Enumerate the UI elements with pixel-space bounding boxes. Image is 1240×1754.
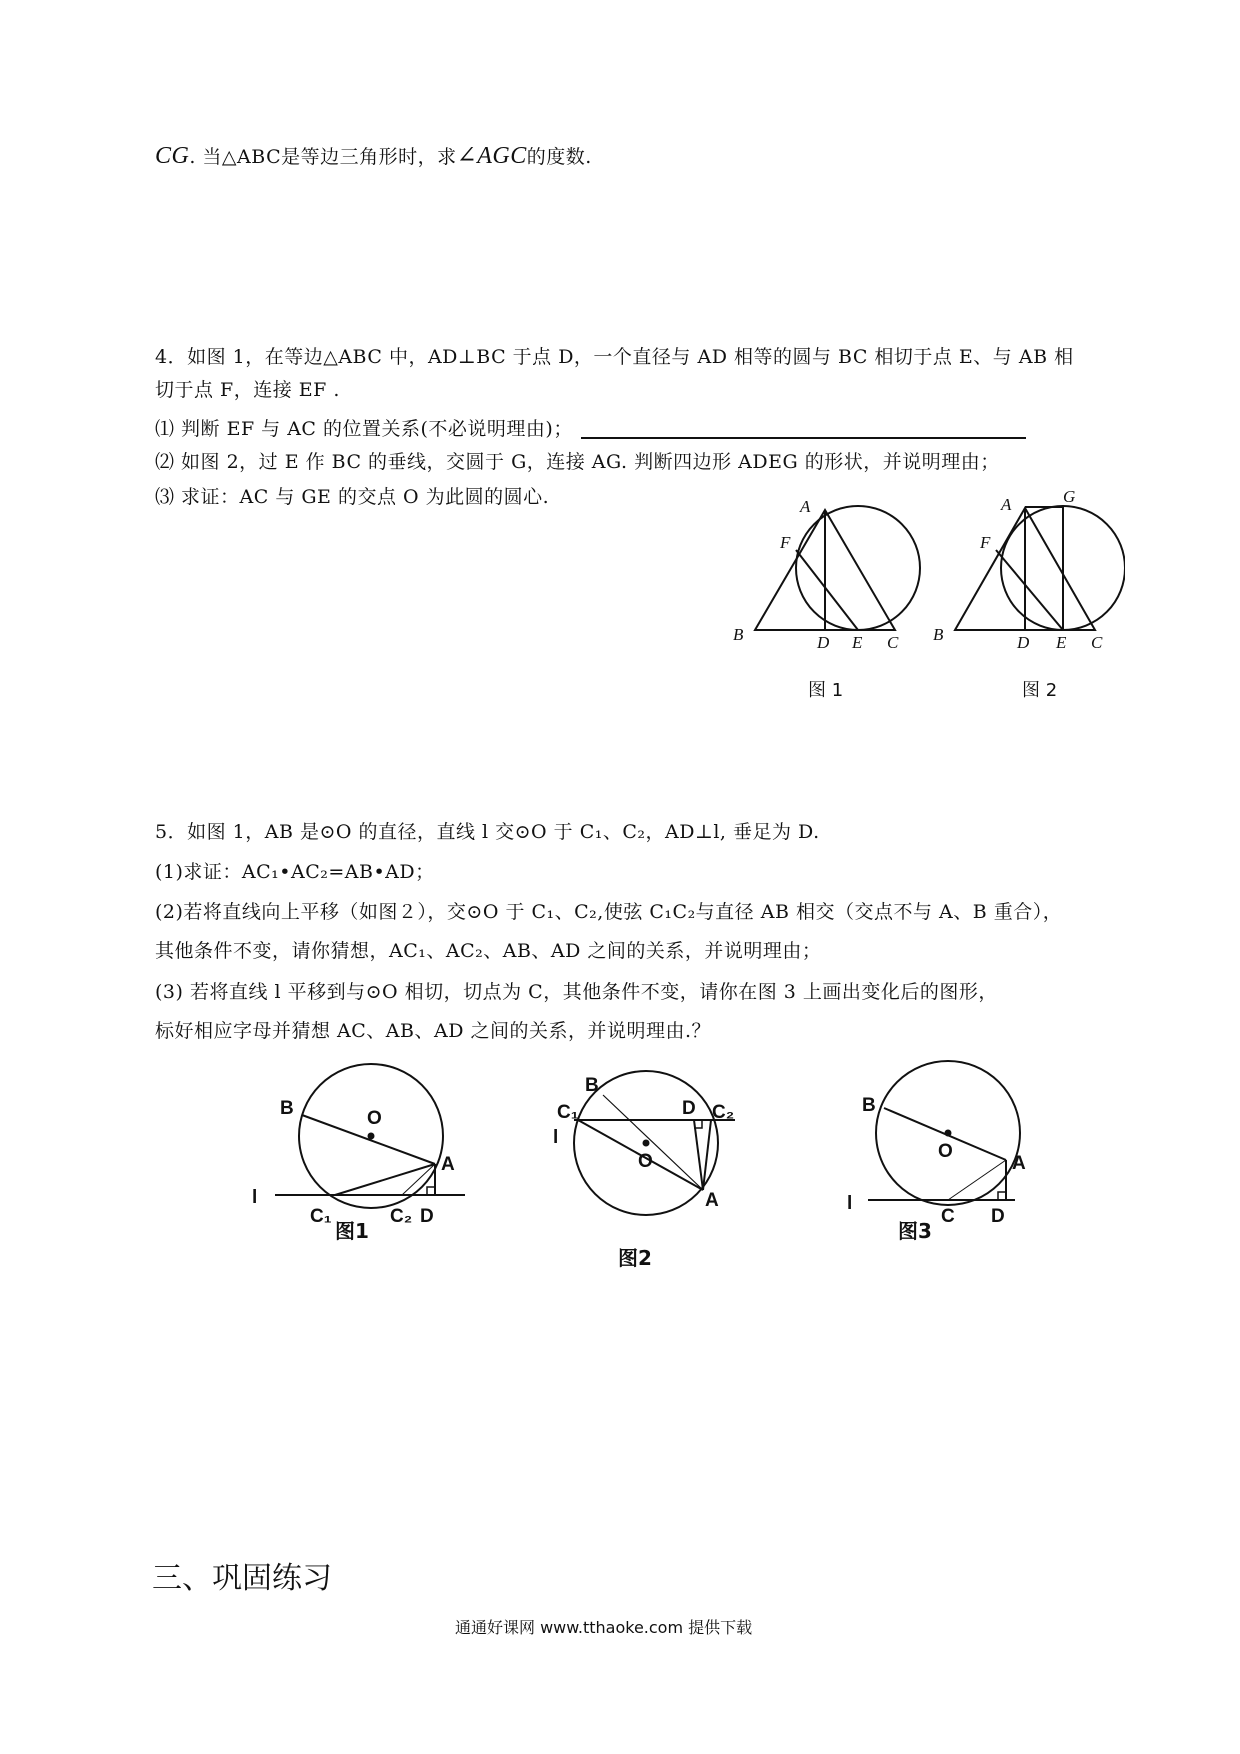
problem4-q1-text: ⑴ 判断 EF 与 AC 的位置关系(不必说明理由)； xyxy=(155,418,573,440)
p5f1-label-a: A xyxy=(441,1154,455,1175)
problem5-line5: (3) 若将直线 l 平移到与⊙O 相切，切点为 C，其他条件不变，请你在图 3 上画出变化后的图形， xyxy=(155,981,998,1003)
p4f2-label-e: E xyxy=(1056,633,1067,652)
p4f2-label-b: B xyxy=(933,625,944,644)
p4-fig2-caption: 图 2 xyxy=(1022,680,1058,701)
footer-text: 通通好课网 www.tthaoke.com 提供下载 xyxy=(455,1618,753,1637)
p5-fig3-geometry xyxy=(868,1061,1020,1205)
p5f2-label-a: A xyxy=(705,1190,719,1211)
p5f1-label-l: l xyxy=(252,1187,258,1208)
problem5-figures xyxy=(240,1060,1120,1275)
p4f2-label-f: F xyxy=(980,533,991,552)
p5f2-label-c2: C₂ xyxy=(712,1102,735,1123)
continuation-line xyxy=(155,141,592,170)
p5-fig2-caption: 图2 xyxy=(618,1246,652,1270)
p4f1-label-a: A xyxy=(800,497,811,516)
problem4-figures xyxy=(725,485,1125,705)
p4f1-label-d: D xyxy=(817,633,830,652)
center-o-fig3 xyxy=(945,1130,952,1137)
problem5-line2: (1)求证：AC₁•AC₂=AB•AD； xyxy=(155,861,435,883)
center-o-fig2 xyxy=(643,1140,650,1147)
right-angle-fig1 xyxy=(427,1187,435,1195)
continuation-end: 的度数. xyxy=(526,146,592,168)
p5f2-label-c1: C₁ xyxy=(557,1102,579,1123)
p4-fig1-caption: 图 1 xyxy=(808,680,844,701)
p5f3-label-a: A xyxy=(1012,1153,1026,1174)
problem4-q3: ⑶ 求证：AC 与 GE 的交点 O 为此圆的圆心. xyxy=(155,486,550,508)
p4f2-label-c: C xyxy=(1091,633,1103,652)
p5f1-label-b: B xyxy=(280,1098,294,1119)
p5f1-label-c1: C₁ xyxy=(310,1206,332,1227)
p4-fig2-geometry xyxy=(955,506,1125,630)
p4f1-label-f: F xyxy=(780,533,791,552)
problem4-q1 xyxy=(155,414,1026,441)
p5-fig3-caption: 图3 xyxy=(898,1219,932,1243)
p5f2-label-l: l xyxy=(553,1127,559,1148)
problem4-line2: 切于点 F，连接 EF . xyxy=(155,379,340,401)
p4f1-label-e: E xyxy=(852,633,863,652)
p5f2-label-d: D xyxy=(682,1098,696,1119)
p5f3-label-o: O xyxy=(938,1141,953,1162)
section-heading: 三、巩固练习 xyxy=(152,1561,332,1596)
p5f1-label-c2: C₂ xyxy=(390,1206,413,1227)
p4-fig1-geometry xyxy=(755,506,920,630)
p5f2-label-o: O xyxy=(638,1151,653,1172)
problem4-q2: ⑵ 如图 2，过 E 作 BC 的垂线，交圆于 G，连接 AG. 判断四边形 ADEG 的形状，并说明理由； xyxy=(155,451,1000,473)
p5f3-label-d: D xyxy=(991,1206,1005,1227)
problem5-line6: 标好相应字母并猜想 AC、AB、AD 之间的关系，并说明理由.？ xyxy=(155,1020,712,1042)
problem5-line3: (2)若将直线向上平移（如图２），交⊙O 于 C₁、C₂,使弦 C₁C₂与直径 AB 相交（交点不与 A、B 重合）， xyxy=(155,901,1063,923)
problem5-line1: 5．如图 1，AB 是⊙O 的直径，直线 l 交⊙O 于 C₁、C₂，AD⊥l, 垂足为 D. xyxy=(155,821,820,843)
center-o-fig1 xyxy=(368,1133,375,1140)
p4f1-label-b: B xyxy=(733,625,744,644)
p5f3-label-c: C xyxy=(941,1206,955,1227)
problem4-line1: 4．如图 1，在等边△ABC 中，AD⊥BC 于点 D，一个直径与 AD 相等的圆与 BC 相切于点 E、与 AB 相 xyxy=(155,346,1074,368)
continuation-text: . 当△ABC是等边三角形时，求 xyxy=(189,146,457,168)
segment-ad-fig2 xyxy=(694,1120,703,1190)
problem5-line4: 其他条件不变，请你猜想，AC₁、AC₂、AB、AD 之间的关系，并说明理由； xyxy=(155,940,822,962)
p5f1-label-o: O xyxy=(367,1108,382,1129)
p4f2-label-a: A xyxy=(1001,495,1012,514)
angle-agc: ∠AGC xyxy=(456,143,527,169)
p4f2-label-d: D xyxy=(1017,633,1030,652)
segment-ac1-fig1 xyxy=(335,1164,435,1195)
p4f2-label-g: G xyxy=(1063,487,1076,506)
var-cg: CG xyxy=(155,143,190,169)
p5f3-label-b: B xyxy=(862,1095,876,1116)
answer-blank[interactable] xyxy=(581,417,1026,439)
segment-ef-fig1 xyxy=(796,550,858,630)
right-angle-fig3 xyxy=(998,1192,1006,1200)
p4f1-label-c: C xyxy=(887,633,899,652)
p5f2-label-b: B xyxy=(585,1075,599,1096)
p5f3-label-l: l xyxy=(847,1193,853,1214)
p5-fig1-caption: 图1 xyxy=(335,1219,369,1243)
p5f1-label-d: D xyxy=(420,1206,434,1227)
